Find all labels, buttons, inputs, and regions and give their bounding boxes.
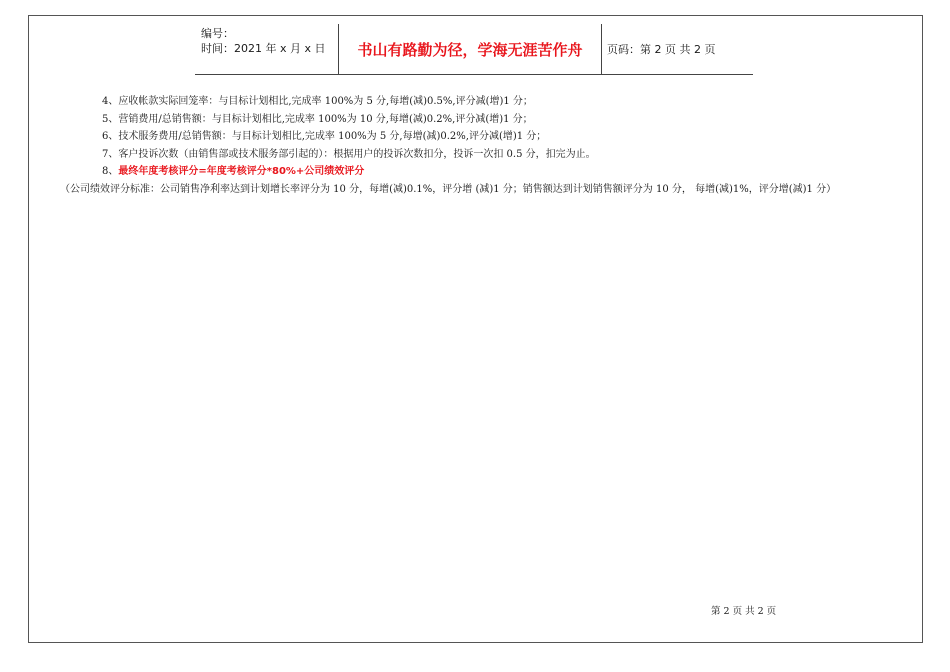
paragraph-item-4: 4、应收帐款实际回笼率：与目标计划相比,完成率 100%为 5 分,每增(减)0.5%,评分减(增)1 分； [102,96,533,107]
final-score-formula: 最终年度考核评分=年度考核评分*80%+公司绩效评分 [118,166,365,177]
paragraph-item-5: 5、营销费用/总销售额：与目标计划相比,完成率 100%为 10 分,每增(减)0.2%,评分减(增)1 分； [102,113,533,125]
document-body [60,93,895,198]
page-header [195,24,753,75]
document-number-label: 编号： [201,27,234,40]
document-date: 时间：2021 年 x 月 x 日 [201,42,326,55]
paragraph-item-8 [60,163,895,181]
header-motto: 书山有路勤为径，学海无涯苦作舟 [357,40,583,59]
performance-note: （公司绩效评分标准：公司销售净利率达到计划增长率评分为 10 分，每增(减)0.1%，评分增 (减)1 分；销售额达到计划销售额评分为 10 分， 每增(减)1%，评分增(减)1 分） [60,183,837,195]
header-page-number: 页码：第 2 页 共 2 页 [607,43,716,56]
header-divider [601,24,602,74]
paragraph-item-6: 6、技术服务费用/总销售额：与目标计划相比,完成率 100%为 5 分,每增(减)0.2%,评分减(增)1 分； [102,131,547,142]
header-meta [201,26,335,56]
item-8-prefix: 8、 [102,166,119,177]
page-footer: 第 2 页 共 2 页 [711,606,777,617]
paragraph-item-7: 7、客户投诉次数（由销售部或技术服务部引起的）：根据用户的投诉次数扣分，投诉一次扣 0.5 分，扣完为止。 [102,148,596,160]
